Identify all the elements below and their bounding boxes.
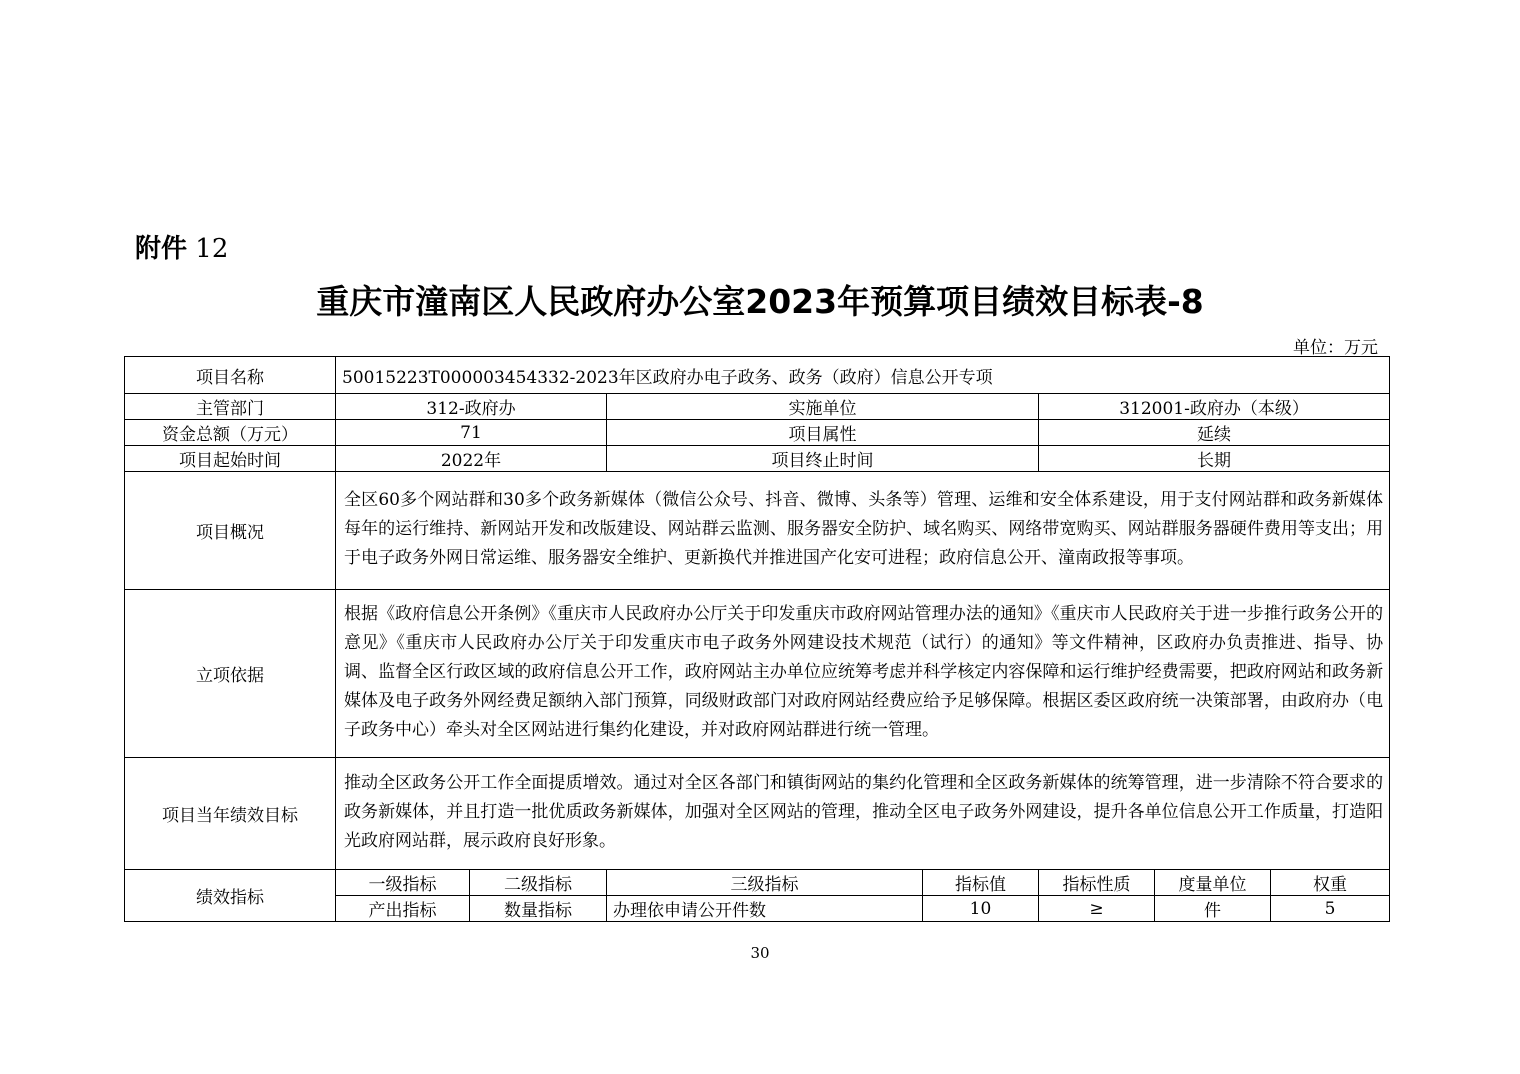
start-time-label: 项目起始时间 (125, 446, 336, 472)
row-funds (125, 420, 1390, 446)
end-time-label: 项目终止时间 (607, 446, 1039, 472)
indicator-header-row (125, 870, 1390, 896)
funds-label: 资金总额（万元） (125, 420, 336, 446)
indicator-unit: 件 (1155, 896, 1271, 922)
end-time-value: 长期 (1039, 446, 1390, 472)
row-project-name (125, 357, 1390, 394)
indicator-nature: ≥ (1039, 896, 1155, 922)
row-dept (125, 394, 1390, 420)
attr-value: 延续 (1039, 420, 1390, 446)
header-level3: 三级指标 (607, 870, 923, 896)
funds-value: 71 (336, 420, 607, 446)
row-goal (125, 758, 1390, 870)
header-weight: 权重 (1271, 870, 1390, 896)
page-number: 30 (750, 944, 770, 962)
impl-label: 实施单位 (607, 394, 1039, 420)
indicator-level3: 办理依申请公开件数 (607, 896, 923, 922)
overview-text: 全区60多个网站群和30多个政务新媒体（微信公众号、抖音、微博、头条等）管理、运维和安全体系建设，用于支付网站群和政务新媒体每年的运行维持、新网站开发和改版建设、网站群云监测、服务器安全防护、域名购买、网络带宽购买、网站群服务器硬件费用等支出；用于电子政务外网日常运维、服务器安全维护、更新换代并推进国产化安可进程；政府信息公开、潼南政报等事项。 (336, 472, 1390, 590)
row-basis (125, 590, 1390, 758)
indicator-weight: 5 (1271, 896, 1390, 922)
row-overview (125, 472, 1390, 590)
start-time-value: 2022年 (336, 446, 607, 472)
page-title: 重庆市潼南区人民政府办公室2023年预算项目绩效目标表-8 (316, 282, 1204, 321)
project-name-label: 项目名称 (125, 357, 336, 394)
header-level2: 二级指标 (470, 870, 607, 896)
unit-label: 单位：万元 (1293, 338, 1378, 358)
performance-table (124, 356, 1390, 922)
header-unit: 度量单位 (1155, 870, 1271, 896)
goal-label: 项目当年绩效目标 (125, 758, 336, 870)
header-level1: 一级指标 (336, 870, 470, 896)
goal-text: 推动全区政务公开工作全面提质增效。通过对全区各部门和镇街网站的集约化管理和全区政务新媒体的统筹管理，进一步清除不符合要求的政务新媒体，并且打造一批优质政务新媒体，加强对全区网站的管理，推动全区电子政务外网建设，提升各单位信息公开工作质量，打造阳光政府网站群，展示政府良好形象。 (336, 758, 1390, 870)
indicators-label: 绩效指标 (125, 870, 336, 922)
indicator-level1: 产出指标 (336, 896, 470, 922)
impl-value: 312001-政府办（本级） (1039, 394, 1390, 420)
row-time (125, 446, 1390, 472)
indicator-level2: 数量指标 (470, 896, 607, 922)
dept-label: 主管部门 (125, 394, 336, 420)
project-name-value: 50015223T000003454332-2023年区政府办电子政务、政务（政府）信息公开专项 (336, 357, 1390, 394)
indicator-value: 10 (923, 896, 1039, 922)
overview-label: 项目概况 (125, 472, 336, 590)
basis-text: 根据《政府信息公开条例》《重庆市人民政府办公厅关于印发重庆市政府网站管理办法的通知》《重庆市人民政府关于进一步推行政务公开的意见》《重庆市人民政府办公厅关于印发重庆市电子政务外网建设技术规范（试行）的通知》等文件精神，区政府办负责推进、指导、协调、监督全区行政区域的政府信息公开工作，政府网站主办单位应统筹考虑并科学核定内容保障和运行维护经费需要，把政府网站和政务新媒体及电子政务外网经费足额纳入部门预算，同级财政部门对政府网站经费应给予足够保障。根据区委区政府统一决策部署，由政府办（电子政务中心）牵头对全区网站进行集约化建设，并对政府网站群进行统一管理。 (336, 590, 1390, 758)
basis-label: 立项依据 (125, 590, 336, 758)
dept-value: 312-政府办 (336, 394, 607, 420)
attachment-number: 12 (195, 234, 229, 264)
attr-label: 项目属性 (607, 420, 1039, 446)
header-nature: 指标性质 (1039, 870, 1155, 896)
attachment-label (135, 228, 228, 265)
header-value: 指标值 (923, 870, 1039, 896)
attachment-prefix: 附件 (135, 234, 188, 264)
